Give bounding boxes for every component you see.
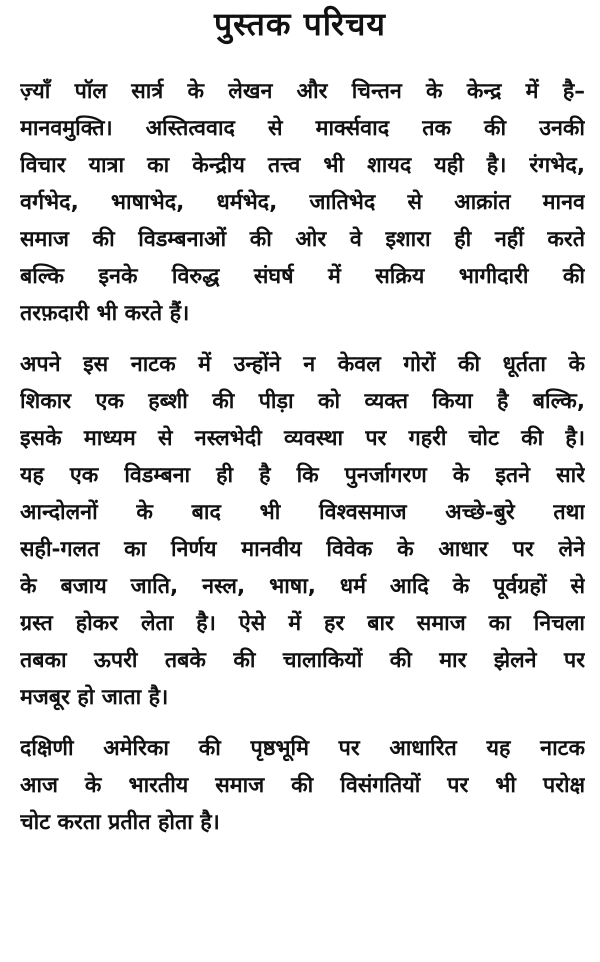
text-line: बल्कि इनके विरुद्ध संघर्ष में सक्रिय भागीदारी की <box>20 264 585 289</box>
text-line: शिकार एक हब्शी की पीड़ा को व्यक्त किया है बल्कि, <box>20 389 585 414</box>
text-line: मजबूर हो जाता है। <box>20 685 169 710</box>
text-line: तरफ़दारी भी करते हैं। <box>20 301 190 326</box>
page-title: पुस्तक परिचय <box>213 5 386 43</box>
text-line: दक्षिणी अमेरिका की पृष्ठभूमि पर आधारित यह नाटक <box>20 736 585 761</box>
text-line: ग्रस्त होकर लेता है। ऐसे में हर बार समाज का निचला <box>20 611 585 636</box>
text-line: समाज की विडम्बनाओं की ओर वे इशारा ही नहीं करते <box>20 227 585 252</box>
text-line: इसके माध्यम से नस्लभेदी व्यवस्था पर गहरी चोट की है। <box>20 426 585 451</box>
paragraph-2 <box>20 346 585 716</box>
text-line: मानवमुक्ति। अस्तित्ववाद से मार्क्सवाद तक की उनकी <box>20 116 585 141</box>
text-line: विचार यात्रा का केन्द्रीय तत्त्व भी शायद यही है। रंगभेद, <box>20 153 585 178</box>
text-line: वर्गभेद, भाषाभेद, धर्मभेद, जातिभेद से आक्रांत मानव <box>20 190 585 215</box>
text-line: आन्दोलनों के बाद भी विश्वसमाज अच्छे-बुरे तथा <box>20 500 585 525</box>
paragraph-3 <box>20 730 585 841</box>
text-line: आज के भारतीय समाज की विसंगतियों पर भी परोक्ष <box>20 773 585 798</box>
text-line: चोट करता प्रतीत होता है। <box>20 810 220 835</box>
text-line: के बजाय जाति, नस्ल, भाषा, धर्म आदि के पूर्वग्रहों से <box>20 574 585 599</box>
text-line: सही-गलत का निर्णय मानवीय विवेक के आधार पर लेने <box>20 537 585 562</box>
text-line: अपने इस नाटक में उन्होंने न केवल गोरों की धूर्तता के <box>20 352 585 377</box>
text-line: ज़्याँ पॉल सार्त्र के लेखन और चिन्तन के केन्द्र में है– <box>20 79 585 104</box>
text-line: यह एक विडम्बना ही है कि पुनर्जागरण के इतने सारे <box>20 463 585 488</box>
text-line: तबका ऊपरी तबके की चालाकियों की मार झेलने पर <box>20 648 585 673</box>
body-text <box>20 73 585 841</box>
paragraph-1 <box>20 73 585 332</box>
